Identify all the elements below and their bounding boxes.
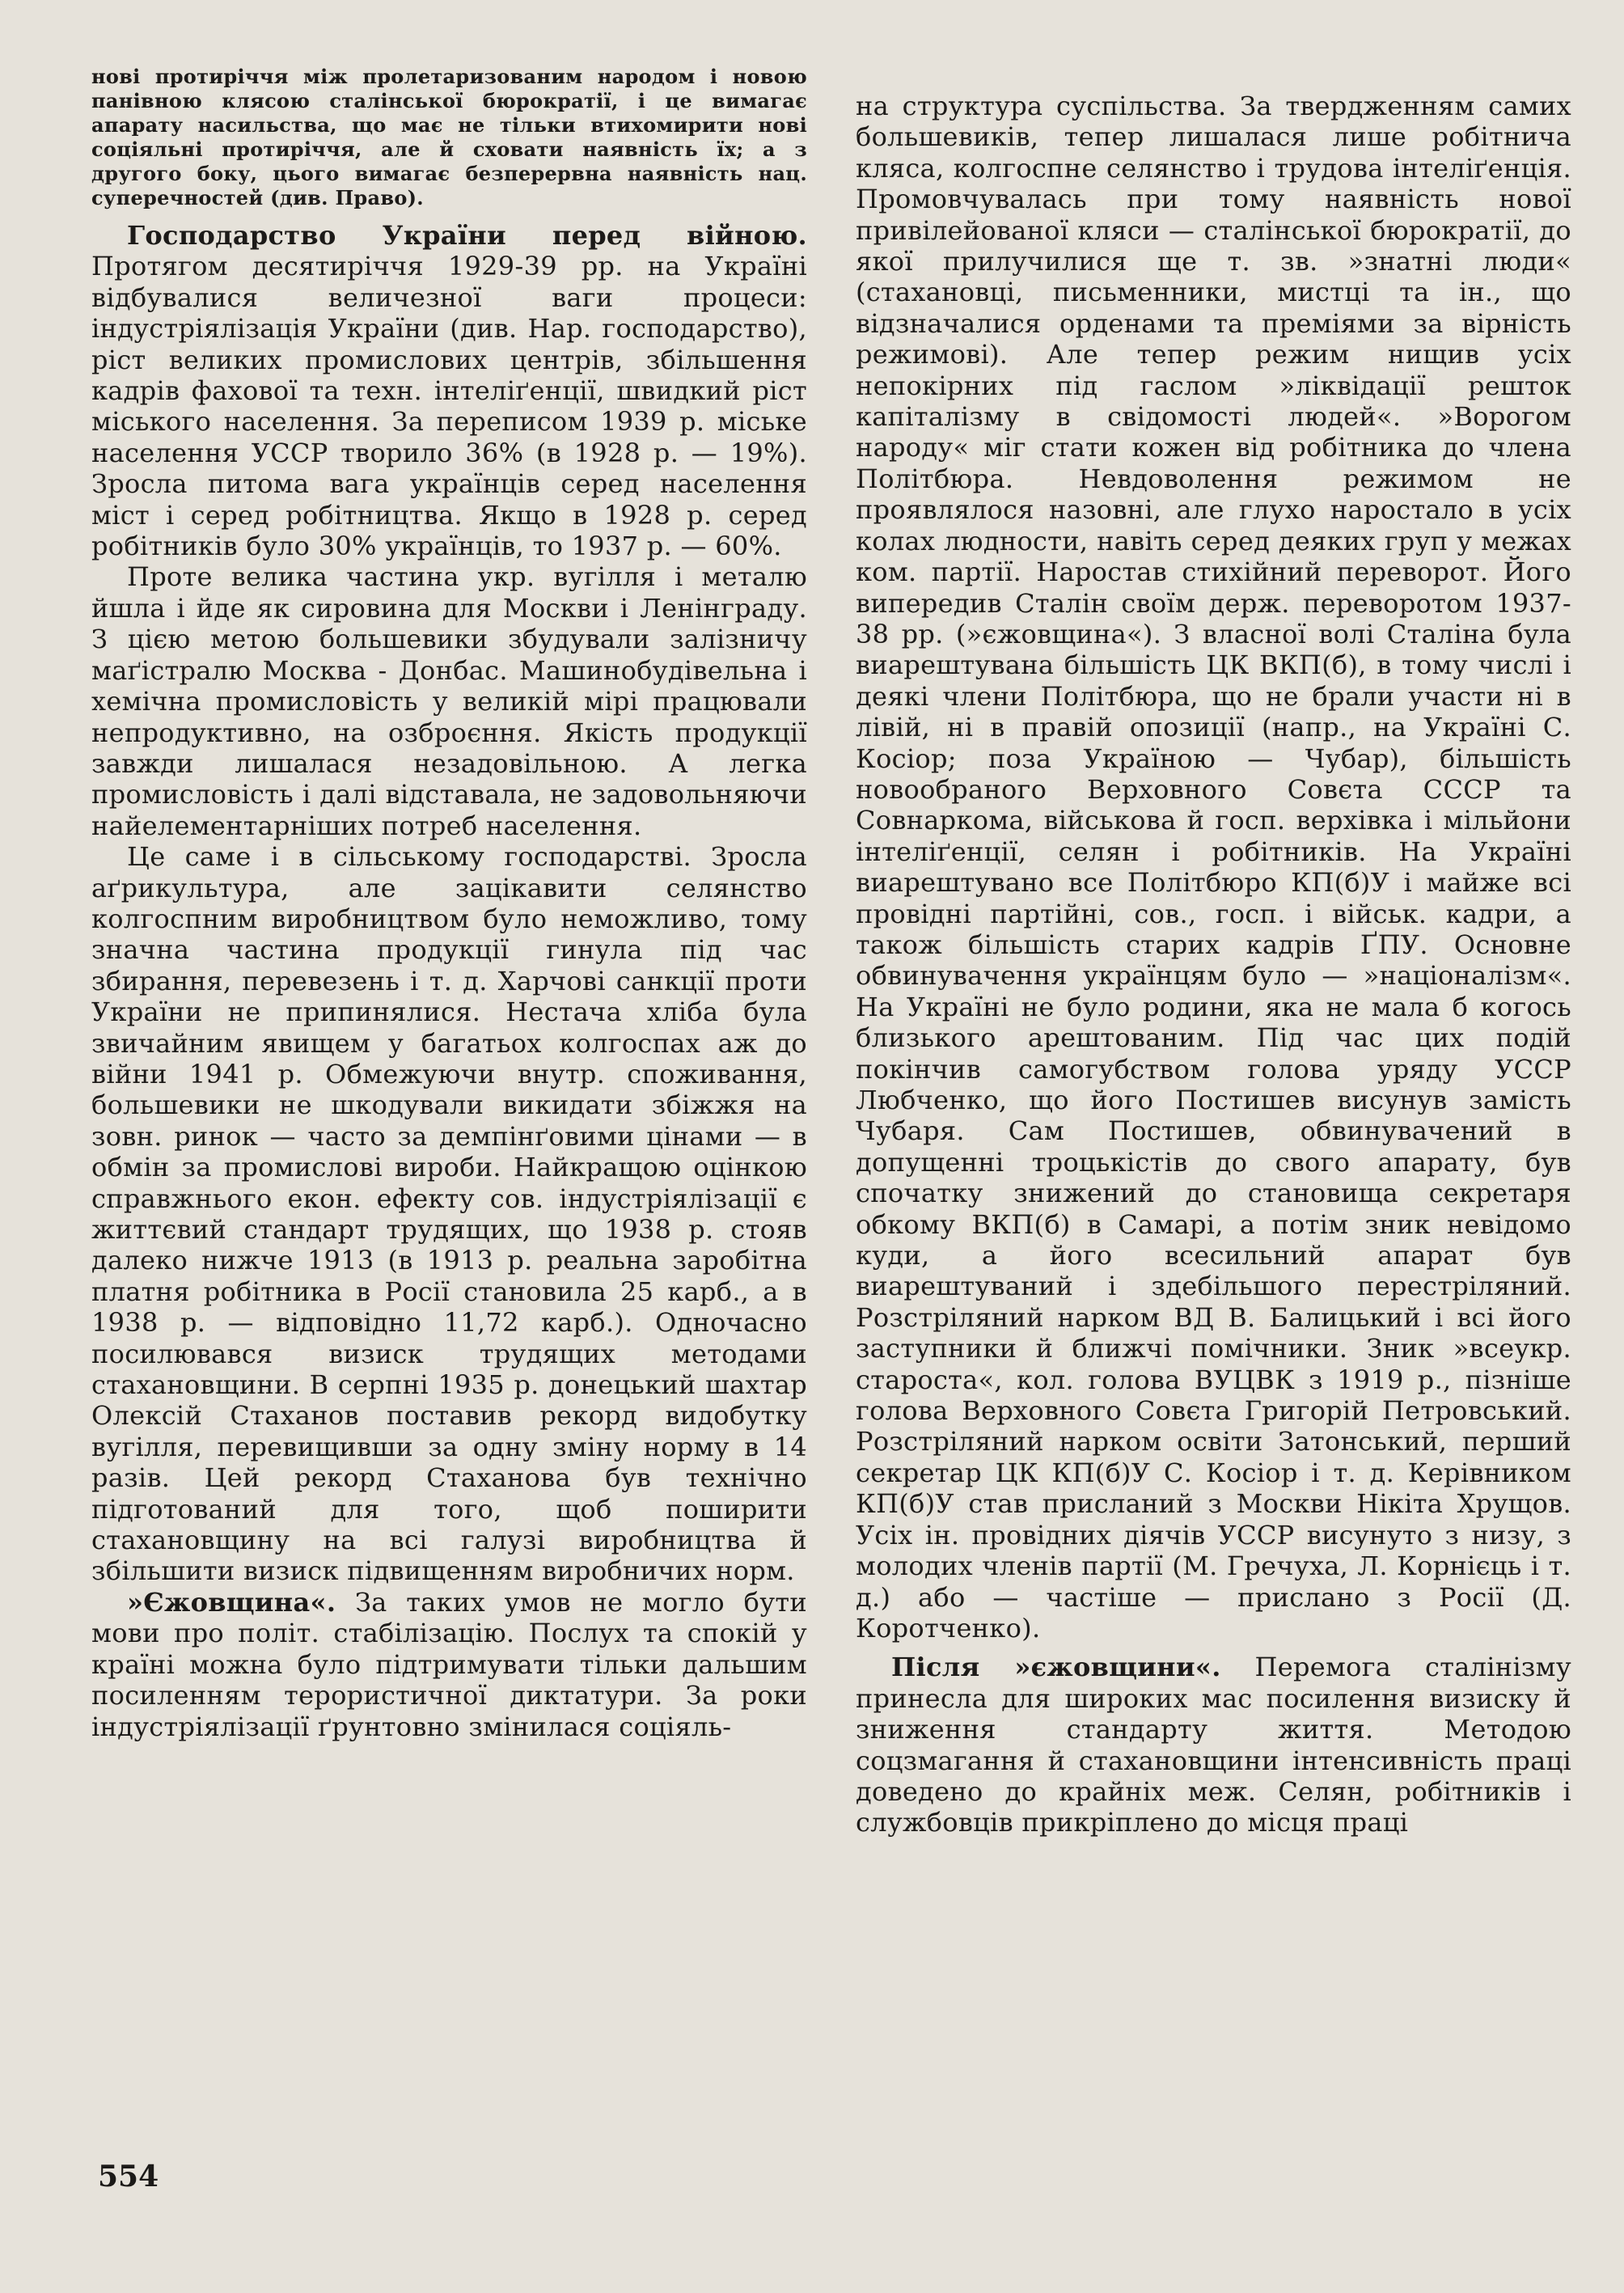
right-column <box>856 91 1571 1838</box>
section-heading-economy: Господарство України перед війною. <box>127 220 807 251</box>
section-economy-text-1: Протягом десятиріччя 1929-39 рр. на Україні відбувалися величезної ваги процеси: індустріялізація України (див. Нар. господарство), ріст великих промислових центрів, збільшення кадрів фахової та техн. інтеліґенції, швидкий ріст міського населення. За переписом 1939 р. міське населення УССР творило 36% (в 1928 р. — 19%). Зросла питома вага українців серед населення міст і серед робітництва. Якщо в 1928 р. серед робітників було 30% українців, то 1937 р. — 60%. <box>91 251 807 562</box>
intro-paragraph: нові протиріччя між пролетаризованим народом і новою панівною клясою сталінської бюрократії, і це вимагає апарату насильства, що має не тільки втихомирити нові соціяльні протиріччя, але й сховати наявність їх; а з другого боку, цього вимагає безперервна наявність нац. суперечностей (див. Право). <box>91 65 807 209</box>
continued-paragraph: на структура суспільства. За твердженням самих большевиків, тепер лишалася лише робітнича кляса, колгоспне селянство і трудова інтеліґенція. Промовчувалась при тому наявність нової привілейованої кляси — сталінської бюрократії, до якої прилучилися ще т. зв. »знатні люди« (стахановці, письменники, мистці та ін., що відзначалися орденами та преміями за вірність режимові). Але тепер режим нищив усіх непокірних під гаслом »ліквідації решток капіталізму в свідомості людей«. »Ворогом народу« міг стати кожен від робітника до члена Політбюра. Невдоволення режимом не проявлялося назовні, але глухо наростало в усіх колах людности, навіть серед деяких груп у межах ком. партії. Наростав стихійний переворот. Його випередив Сталін своїм держ. переворотом 1937-38 рр. (»єжовщина«). З власної волі Сталіна була виарештувана більшість ЦК ВКП(б), в тому числі і деякі члени Політбюра, що не брали участи ні в лівій, ні в правій опозиції (напр., на Україні С. Косіор; поза Україною — Чубар), більшість новообраного Верховного Совєта СССР та Совнаркома, військова й госп. верхівка і мільйони інтеліґенції, селян і робітників. На Україні виарештувано все Політбюро КП(б)У і майже всі провідні партійні, сов., госп. і військ. кадри, а також більшість старих кадрів ҐПУ. Основне обвинувачення українцям було — »націоналізм«. На Україні не було родини, яка не мала б когось близького арештованим. Під час цих подій покінчив самогубством голова уряду УССР Любченко, що його Постишев висунув замість Чубаря. Сам Постишев, обвинувачений в допущенні троцькістів до свого апарату, був спочатку знижений до становища секретаря обкому ВКП(б) в Самарі, а потім зник невідомо куди, а його всесильний апарат був виарештуваний і здебільшого перестріляний. Розстріляний нарком ВД В. Балицький і всі його заступники й ближчі помічники. Зник »всеукр. староста«, кол. голова ВУЦВК з 1919 р., пізніше голова Верховного Совєта Григорій Петровський. Розстріляний нарком освіти Затонський, перший секретар ЦК КП(б)У С. Косіор і т. д. Керівником КП(б)У став присланий з Москви Нікіта Хрущов. Усіх ін. провідних діячів УССР висунуто з низу, з молодих членів партії (М. Гречуха, Л. Корнієць і т. д.) або — частіше — прислано з Росії (Д. Коротченко). <box>856 91 1571 1644</box>
section-yezhovshchyna-paragraph <box>91 1587 807 1742</box>
section-heading-yezhovshchyna: »Єжовщина«. <box>127 1586 336 1618</box>
section-economy-paragraph-1 <box>91 220 807 561</box>
left-column <box>91 65 807 1742</box>
section-yezhovshchyna-text: За таких умов не могло бути мови про політ. стабілізацію. Послух та спокій у країні можна було підтримувати тільки дальшим посиленням терористичної диктатури. За роки індустріялізації ґрунтовно змінилася соціяль- <box>91 1586 807 1742</box>
section-after-yezhovshchyna-text: Перемога сталінізму принесла для широких мас посилення визиску й зниження стандарту життя. Методою соцзмагання й стахановщини інтенсивність праці доведено до крайніх меж. Селян, робітників і службовців прикріплено до місця праці <box>856 1652 1571 1838</box>
section-heading-after-yezhovshchyna: Після »єжовщини«. <box>891 1652 1221 1683</box>
section-after-yezhovshchyna-paragraph <box>856 1652 1571 1838</box>
section-economy-paragraph-3: Це саме і в сільському господарстві. Зросла аґрикультура, але зацікавити селянство колгоспним виробництвом було неможливо, тому значна частина продукції гинула під час збирання, перевезень і т. д. Харчові санкції проти України не припинялися. Нестача хліба була звичайним явищем у багатьох колгоспах аж до війни 1941 р. Обмежуючи внутр. споживання, большевики не шкодували викидати збіжжя на зовн. ринок — часто за демпінґовими цінами — в обмін за промислові вироби. Найкращою оцінкою справжнього екон. ефекту сов. індустріялізації є життєвий стандарт трудящих, що 1938 р. стояв далеко нижче 1913 (в 1913 р. реальна заробітна платня робітника в Росії становила 25 карб., а в 1938 р. — відповідно 11,72 карб.). Одночасно посилювався визиск трудящих методами стахановщини. В серпні 1935 р. донецький шахтар Олексій Стаханов поставив рекорд видобутку вугілля, перевищивши за одну зміну норму в 14 разів. Цей рекорд Стаханова був технічно підготований для того, щоб поширити стахановщину на всі галузі виробництва й збільшити визиск підвищенням виробничих норм. <box>91 841 807 1587</box>
section-economy-paragraph-2: Проте велика частина укр. вугілля і металю йшла і йде як сировина для Москви і Ленінграду. З цією метою большевики збудували залізничу маґістралю Москва - Донбас. Машинобудівельна і хемічна промисловість у великій мірі працювали непродуктивно, на озброєння. Якість продукції завжди лишалася незадовільною. А легка промисловість і далі відставала, не задовольняючи найелементарніших потреб населення. <box>91 561 807 841</box>
page-number: 554 <box>98 2160 159 2194</box>
